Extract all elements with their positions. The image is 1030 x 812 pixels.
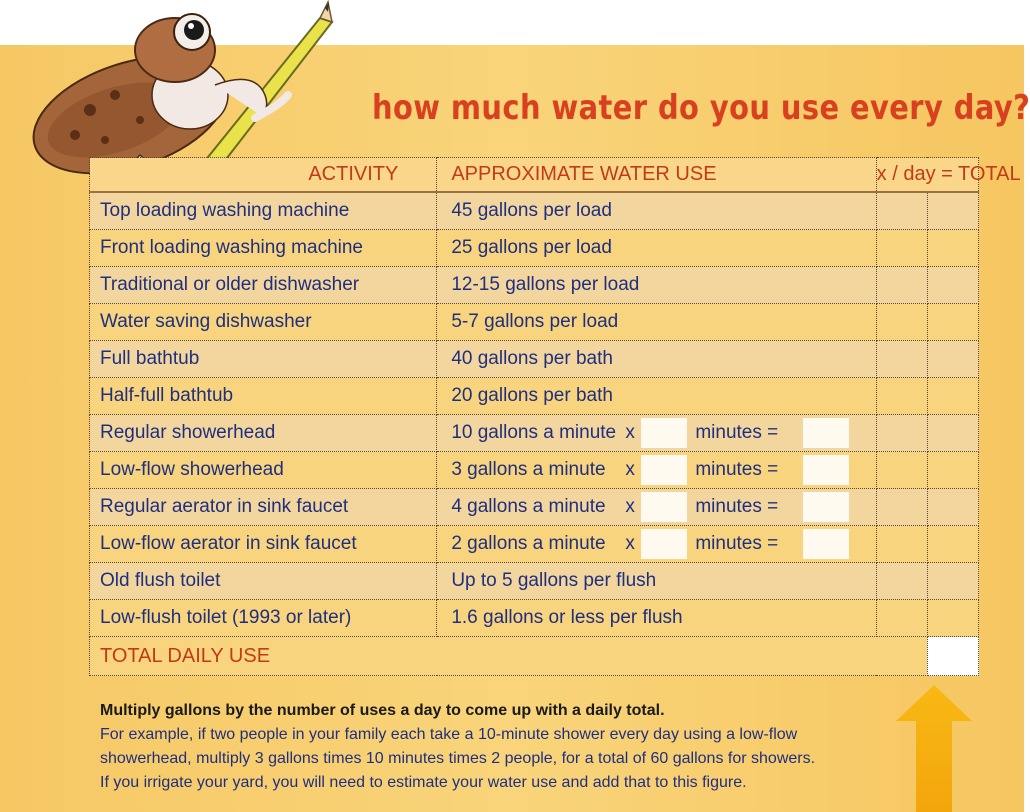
per-day-input[interactable] <box>876 341 927 378</box>
per-day-input[interactable] <box>876 563 927 600</box>
result-input[interactable] <box>803 492 849 522</box>
table-row <box>90 230 979 267</box>
activity-cell: Regular aerator in sink faucet <box>90 489 437 526</box>
total-input[interactable] <box>927 230 978 267</box>
water-use-cell: 20 gallons per bath <box>437 378 876 415</box>
minutes-label: minutes = <box>695 459 779 480</box>
water-use-cell <box>437 489 876 526</box>
activity-cell: Traditional or older dishwasher <box>90 267 437 304</box>
total-input[interactable] <box>927 304 978 341</box>
activity-cell: Full bathtub <box>90 341 437 378</box>
per-day-input[interactable] <box>876 304 927 341</box>
minutes-label: minutes = <box>695 422 779 443</box>
table-row <box>90 341 979 378</box>
water-use-table <box>89 157 1021 676</box>
activity-cell: Water saving dishwasher <box>90 304 437 341</box>
activity-cell: Half-full bathtub <box>90 378 437 415</box>
activity-cell: Low-flow showerhead <box>90 452 437 489</box>
total-daily-use-input[interactable] <box>927 637 978 676</box>
water-use-header: APPROXIMATE WATER USE <box>437 158 876 193</box>
multiply-sign: x <box>625 459 635 480</box>
flow-rate-text: 2 gallons a minute <box>451 533 606 554</box>
table-row <box>90 526 979 563</box>
table-row <box>90 304 979 341</box>
per-day-input[interactable] <box>876 452 927 489</box>
per-day-total-header: x / day = TOTAL <box>876 158 978 193</box>
table-row <box>90 378 979 415</box>
total-input[interactable] <box>927 563 978 600</box>
instructions <box>100 699 860 795</box>
total-input[interactable] <box>927 452 978 489</box>
table-row <box>90 600 979 637</box>
water-use-cell <box>437 415 876 452</box>
total-input[interactable] <box>927 341 978 378</box>
total-daily-use-label: TOTAL DAILY USE <box>90 637 928 676</box>
flow-rate-text: 4 gallons a minute <box>451 496 606 517</box>
activity-cell: Low-flow aerator in sink faucet <box>90 526 437 563</box>
multiply-sign: x <box>625 496 635 517</box>
multiply-sign: x <box>625 533 635 554</box>
minutes-input[interactable] <box>641 418 687 448</box>
water-use-cell: 12-15 gallons per load <box>437 267 876 304</box>
instructions-line: For example, if two people in your family each take a 10-minute shower every day using a low-flow <box>100 726 798 743</box>
water-use-cell: 40 gallons per bath <box>437 341 876 378</box>
result-input[interactable] <box>803 529 849 559</box>
instructions-line: showerhead, multiply 3 gallons times 10 minutes times 2 people, for a total of 60 gallons for showers. <box>100 750 816 767</box>
water-use-cell: 25 gallons per load <box>437 230 876 267</box>
activity-cell: Top loading washing machine <box>90 192 437 230</box>
minutes-label: minutes = <box>695 496 779 517</box>
activity-cell: Low-flush toilet (1993 or later) <box>90 600 437 637</box>
instructions-heading: Multiply gallons by the number of uses a day to come up with a daily total. <box>100 702 665 719</box>
result-input[interactable] <box>803 455 849 485</box>
flow-rate-text: 3 gallons a minute <box>451 459 606 480</box>
page-title: how much water do you use every day? <box>372 88 1030 128</box>
total-input[interactable] <box>927 267 978 304</box>
multiply-sign: x <box>625 422 635 443</box>
minutes-input[interactable] <box>641 529 687 559</box>
per-day-input[interactable] <box>876 415 927 452</box>
minutes-input[interactable] <box>641 455 687 485</box>
table-row <box>90 192 979 230</box>
up-arrow-icon <box>896 685 972 812</box>
total-input[interactable] <box>927 192 978 230</box>
per-day-input[interactable] <box>876 230 927 267</box>
total-input[interactable] <box>927 489 978 526</box>
per-day-input[interactable] <box>876 192 927 230</box>
water-use-cell: 1.6 gallons or less per flush <box>437 600 876 637</box>
total-input[interactable] <box>927 526 978 563</box>
total-input[interactable] <box>927 378 978 415</box>
minutes-label: minutes = <box>695 533 779 554</box>
water-use-cell <box>437 452 876 489</box>
per-day-input[interactable] <box>876 600 927 637</box>
per-day-input[interactable] <box>876 378 927 415</box>
table-row <box>90 267 979 304</box>
activity-cell: Old flush toilet <box>90 563 437 600</box>
water-use-cell <box>437 526 876 563</box>
minutes-input[interactable] <box>641 492 687 522</box>
flow-rate-text: 10 gallons a minute <box>451 422 617 443</box>
activity-cell: Front loading washing machine <box>90 230 437 267</box>
per-day-input[interactable] <box>876 267 927 304</box>
table-row <box>90 415 979 452</box>
per-day-input[interactable] <box>876 489 927 526</box>
result-input[interactable] <box>803 418 849 448</box>
total-row <box>90 637 979 676</box>
activity-cell: Regular showerhead <box>90 415 437 452</box>
total-input[interactable] <box>927 415 978 452</box>
table-row <box>90 489 979 526</box>
total-input[interactable] <box>927 600 978 637</box>
water-use-cell: Up to 5 gallons per flush <box>437 563 876 600</box>
activity-header: ACTIVITY <box>90 158 437 193</box>
water-use-cell: 45 gallons per load <box>437 192 876 230</box>
water-use-cell: 5-7 gallons per load <box>437 304 876 341</box>
table-row <box>90 563 979 600</box>
per-day-input[interactable] <box>876 526 927 563</box>
table-header-row <box>90 158 979 193</box>
table-row <box>90 452 979 489</box>
instructions-line: If you irrigate your yard, you will need to estimate your water use and add that to this figure. <box>100 774 747 791</box>
